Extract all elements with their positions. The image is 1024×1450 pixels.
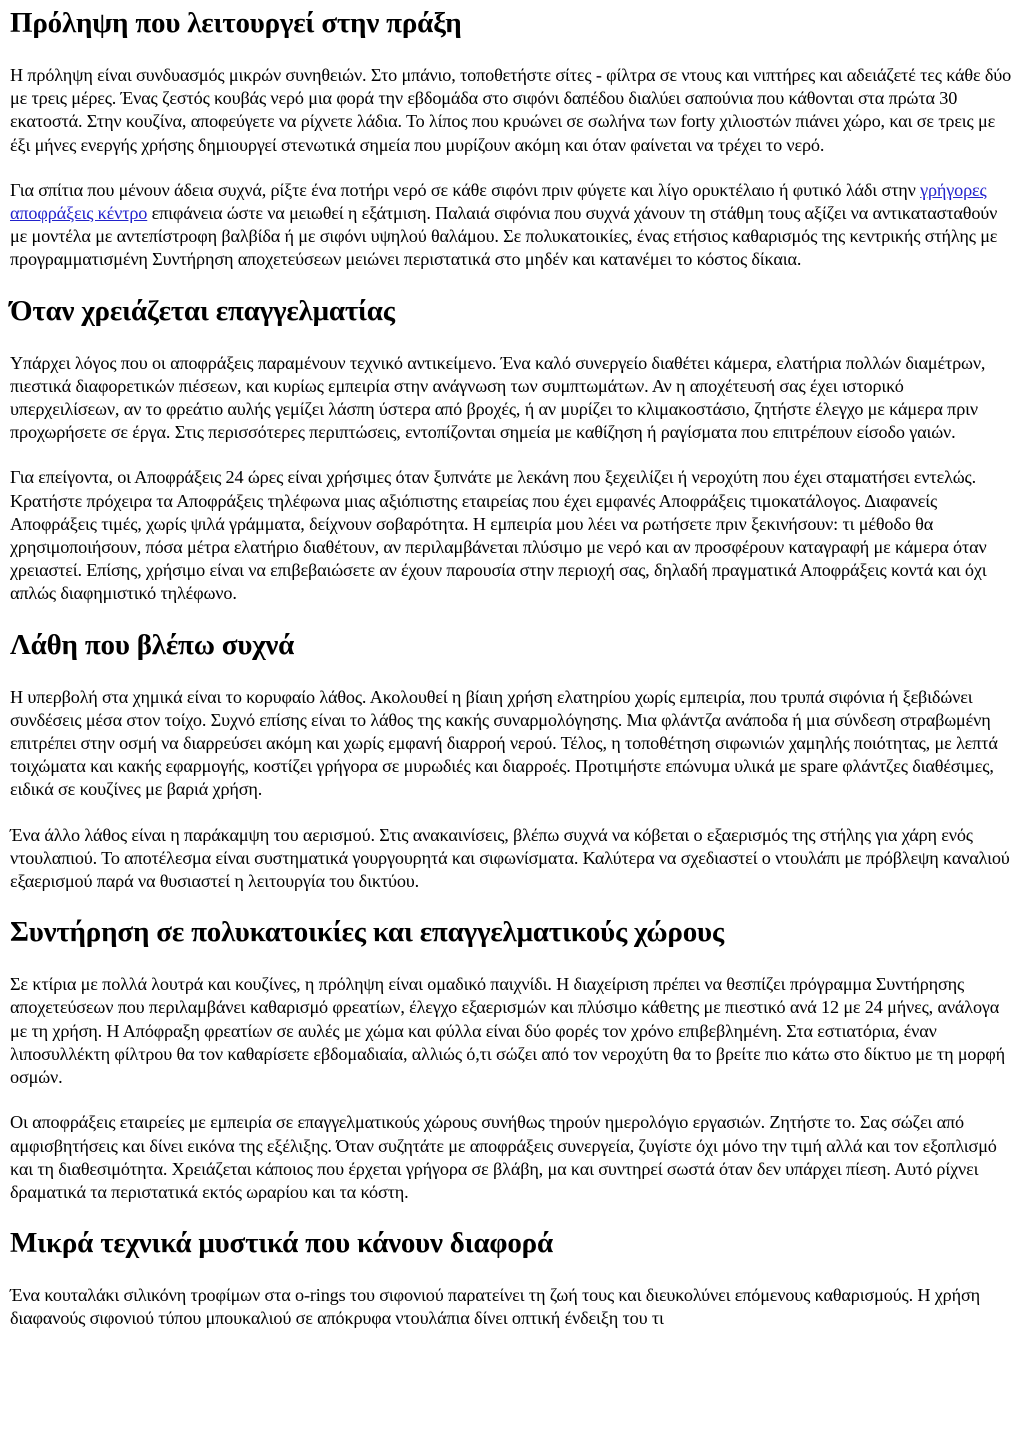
section-prevention xyxy=(10,2,1016,272)
paragraph-text: επιφάνεια ώστε να μειωθεί η εξάτμιση. Παλαιά σιφόνια που συχνά χάνουν τη στάθμη τους αξίζει να αντικατασταθούν με μοντέλα με αντεπίστροφη βαλβίδα ή με σιφόνι υψηλού θαλάμου. Σε πολυκατοικίες, ένας ετήσιος καθαρισμός της κεντρικής στήλης με προγραμματισμένη Συντήρηση αποχετεύσεων μειώνει περιστατικά στο μηδέν και κατανέμει το κόστος δίκαια. xyxy=(10,203,998,270)
section-professional xyxy=(10,294,1016,606)
inline-link[interactable]: γρήγορες αποφράξεις κέντρο xyxy=(10,179,987,224)
paragraph: Σε κτίρια με πολλά λουτρά και κουζίνες, η πρόληψη είναι ομαδικό παιχνίδι. Η διαχείριση πρέπει να θεσπίζει πρόγραμμα Συντήρησης αποχετεύσεων που περιλαμβάνει καθαρισμό φρεατίων, έλεγχο εξαερισμών και πλύσιμο κάθετης με πιεστικό ανά 12 με 24 μήνες, ανάλογα με τη χρήση. Η Απόφραξη φρεατίων σε αυλές με χώμα και φύλλα είναι δύο φορές τον χρόνο επιβεβλημένη. Στα εστιατόρια, έναν λιποσυλλέκτη φίλτρου θα τον καθαρίσετε εβδομαδιαία, αλλιώς ό,τι σώζει από τον νεροχύτη θα το βρείτε πιο κάτω στο δίκτυο με τη μορφή οσμών. xyxy=(10,974,1006,1088)
section-maintenance xyxy=(10,915,1016,1204)
section-heading: Λάθη που βλέπω συχνά xyxy=(10,628,295,661)
section-tech-tips xyxy=(10,1226,1016,1330)
paragraph: Ένα κουταλάκι σιλικόνη τροφίμων στα o-rings του σιφονιού παρατείνει τη ζωή τους και διευκολύνει επόμενους καθαρισμούς. Η χρήση διαφανούς σιφονιού τύπου μπουκαλιού σε απόκρυφα ντουλάπια δίνει οπτική ένδειξη του τι xyxy=(10,1285,980,1329)
section-heading: Πρόληψη που λειτουργεί στην πράξη xyxy=(10,7,462,39)
article xyxy=(10,2,1016,1331)
paragraph: Για επείγοντα, οι Αποφράξεις 24 ώρες είναι χρήσιμες όταν ξυπνάτε με λεκάνη που ξεχειλίζει ή νεροχύτη που έχει σταματήσει εντελώς. Κρατήστε πρόχειρα τα Αποφράξεις τηλέφωνα μιας αξιόπιστης εταιρείας που έχει εμφανές Αποφράξεις τιμοκατάλογος. Διαφανείς Αποφράξεις τιμές, χωρίς ψιλά γράμματα, δείχνουν σοβαρότητα. Η εμπειρία μου λέει να ρωτήσετε πριν ξεκινήσουν: τι μέθοδο θα χρησιμοποιήσουν, πόσα μέτρα ελατήριο διαθέτουν, αν περιλαμβάνεται πλύσιμο με νερό και αν προσφέρουν καταγραφή με κάμερα όταν χρειαστεί. Επίσης, χρήσιμο είναι να επιβεβαιώσετε αν έχουν παρουσία στην περιοχή σας, δηλαδή πραγματικά Αποφράξεις κοντά και όχι απλώς διαφημιστικό τηλέφωνο. xyxy=(10,467,987,604)
section-heading: Μικρά τεχνικά μυστικά που κάνουν διαφορά xyxy=(10,1227,553,1260)
section-heading: Συντήρηση σε πολυκατοικίες και επαγγελματικούς χώρους xyxy=(10,916,724,949)
section-heading: Όταν χρειάζεται επαγγελματίας xyxy=(10,294,395,327)
paragraph-text: Για σπίτια που μένουν άδεια συχνά, ρίξτε ένα ποτήρι νερό σε κάθε σιφόνι πριν φύγετε και λίγο ορυκτέλαιο ή φυτικό λάδι στην xyxy=(10,179,921,200)
paragraph: Η πρόληψη είναι συνδυασμός μικρών συνηθειών. Στο μπάνιο, τοποθετήστε σίτες - φίλτρα σε ντους και νιπτήρες και αδειάζετέ τες κάθε δύο με τρεις μέρες. Ένας ζεστός κουβάς νερό μια φορά την εβδομάδα στο σιφόνι δαπέδου διαλύει σαπούνια που κάθονται στα πρώτα 30 εκατοστά. Στην κουζίνα, αποφεύγετε να ρίχνετε λάδια. Το λίπος που κρυώνει σε σωλήνα των forty χιλιοστών πιάνει χώρο, και σε τρεις με έξι μήνες ενεργής χρήσης δημιουργεί στενωτικά σημεία που μυρίζουν ακόμη και όταν φαίνεται να τρέχει το νερό. xyxy=(10,65,1012,155)
paragraph-with-link xyxy=(10,179,1016,272)
paragraph: Υπάρχει λόγος που οι αποφράξεις παραμένουν τεχνικό αντικείμενο. Ένα καλό συνεργείο διαθέτει κάμερα, ελατήρια πολλών διαμέτρων, πιεστικά διαφορετικών πιέσεων, και κυρίως εμπειρία στην ανάγνωση των συμπτωμάτων. Αν η αποχέτευσή σας έχει ιστορικό υπερχειλίσεων, αν το φρεάτιο αυλής γεμίζει λάσπη ύστερα από βροχές, ή αν μυρίζει το κλιμακοστάσιο, ζητήστε έλεγχο με κάμερα πριν προχωρήσετε σε έργα. Στις περισσότερες περιπτώσεις, εντοπίζονται σημεία με καθίζηση ή ραγίσματα που επιτρέπουν είσοδο γαιών. xyxy=(10,352,986,443)
paragraph: Η υπερβολή στα χημικά είναι το κορυφαίο λάθος. Ακολουθεί η βίαιη χρήση ελατηρίου χωρίς εμπειρία, που τρυπά σιφόνια ή ξεβιδώνει συνδέσεις μέσα στον τοίχο. Συχνό επίσης είναι το λάθος της κακής συναρμολόγησης. Μια φλάντζα ανάποδα ή μια σύνδεση στραβωμένη επιτρέπει στην οσμή να διαρρεύσει ακόμη και χωρίς εμφανή διαρροή νερού. Τέλος, η τοποθέτηση σιφωνιών χαμηλής ποιότητας, με λεπτά τοιχώματα και κακής εφαρμογής, κοστίζει γρήγορα σε μυρωδιές και διαρροές. Προτιμήστε επώνυμα υλικά με spare φλάντζες διαθέσιμες, ειδικά σε κουζίνες με βαριά χρήση. xyxy=(10,686,998,800)
paragraph: Ένα άλλο λάθος είναι η παράκαμψη του αερισμού. Στις ανακαινίσεις, βλέπω συχνά να κόβεται ο εξαερισμός της στήλης για χάρη ενός ντουλαπιού. Το αποτέλεσμα είναι συστηματικά γουργουρητά και σιφωνίσματα. Καλύτερα να σχεδιαστεί ο ντουλάπι με πρόβλεψη καναλιού εξαερισμού παρά να θυσιαστεί η λειτουργία του δικτύου. xyxy=(10,824,1010,892)
section-common-mistakes xyxy=(10,628,1016,894)
paragraph: Οι αποφράξεις εταιρείες με εμπειρία σε επαγγελματικούς χώρους συνήθως τηρούν ημερολόγιο εργασιών. Ζητήστε το. Σας σώζει από αμφισβητήσεις και δίνει εικόνα της εξέλιξης. Όταν συζητάτε με αποφράξεις συνεργεία, ζυγίστε όχι μόνο την τιμή αλλά και τον εξοπλισμό και τη διαθεσιμότητα. Χρειάζεται κάποιος που έρχεται γρήγορα σε βλάβη, μα και συντηρεί σωστά όταν δεν υπάρχει πίεση. Αυτό ρίχνει δραματικά τα περιστατικά εκτός ωραρίου και τα κόστη. xyxy=(10,1112,997,1202)
